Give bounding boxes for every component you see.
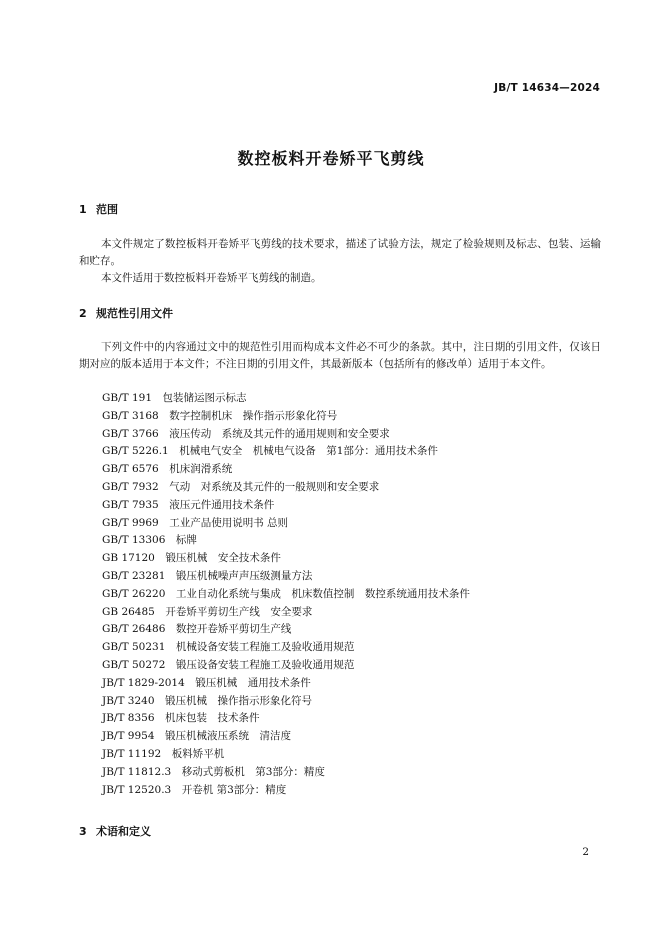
standard-code: JB/T 14634—2024 (494, 82, 600, 94)
reference-item (102, 586, 470, 604)
reference-code: GB/T 3766 (102, 427, 159, 440)
reference-title: 锻压机械 通用技术条件 (195, 676, 311, 689)
reference-item (102, 461, 470, 479)
reference-item (102, 532, 470, 550)
section-1-heading (79, 201, 118, 217)
scope-paragraph-1: 本文件规定了数控板料开卷矫平飞剪线的技术要求，描述了试验方法，规定了检验规则及标志、包装、运输和贮存。 (79, 238, 601, 267)
reference-item (102, 710, 470, 728)
reference-code: GB/T 50272 (102, 658, 166, 671)
reference-item (102, 764, 470, 782)
reference-title: 机械电气安全 机械电气设备 第1部分：通用技术条件 (179, 445, 438, 458)
reference-title: 锻压机械 安全技术条件 (165, 552, 281, 565)
reference-item (102, 497, 470, 515)
reference-code: JB/T 3240 (102, 694, 155, 707)
reference-code: JB/T 9954 (102, 730, 155, 743)
reference-item (102, 693, 470, 711)
section-number: 3 (79, 825, 87, 838)
reference-item (102, 728, 470, 746)
reference-title: 数字控制机床 操作指示形象化符号 (169, 409, 338, 422)
reference-title: 液压元件通用技术条件 (169, 498, 275, 511)
reference-item (102, 621, 470, 639)
reference-code: GB 17120 (102, 552, 155, 565)
reference-title: 锻压机械噪声声压级测量方法 (175, 569, 313, 582)
reference-title: 气动 对系统及其元件的一般规则和安全要求 (169, 480, 380, 493)
reference-title: 机床包装 技术条件 (165, 712, 260, 725)
reference-code: GB/T 7935 (102, 498, 159, 511)
reference-item (102, 639, 470, 657)
reference-code: GB/T 23281 (102, 569, 166, 582)
section-3-heading (79, 823, 151, 839)
scope-paragraph-2: 本文件适用于数控板料开卷矫平飞剪线的制造。 (101, 272, 322, 284)
reference-title: 液压传动 系统及其元件的通用规则和安全要求 (169, 427, 390, 440)
reference-title: 机床润滑系统 (169, 463, 233, 476)
reference-title: 板料矫平机 (171, 747, 225, 760)
reference-code: JB/T 8356 (102, 712, 155, 725)
reference-title: 包装储运图示标志 (162, 392, 247, 404)
reference-code: GB/T 13306 (102, 534, 166, 547)
reference-code: GB/T 5226.1 (102, 445, 169, 458)
reference-item (102, 657, 470, 675)
reference-title: 标牌 (175, 534, 197, 547)
reference-code: JB/T 11192 (102, 747, 162, 760)
section-number: 2 (79, 307, 87, 320)
section-number: 1 (79, 203, 87, 216)
reference-code: GB/T 3168 (102, 409, 159, 422)
reference-title: 锻压设备安装工程施工及验收通用规范 (175, 658, 355, 671)
reference-item (102, 604, 470, 622)
reference-code: GB/T 9969 (102, 516, 159, 529)
reference-item (102, 408, 470, 426)
reference-title: 工业自动化系统与集成 机床数值控制 数控系统通用技术条件 (175, 587, 470, 600)
reference-title: 数控开卷矫平剪切生产线 (175, 623, 292, 636)
references-intro: 下列文件中的内容通过文中的规范性引用而构成本文件必不可少的条款。其中，注日期的引用文件，仅该日期对应的版本适用于本文件；不注日期的引用文件，其最新版本（包括所有的修改单）适用于本文件。 (79, 341, 601, 370)
reference-code: GB/T 50231 (102, 641, 166, 654)
section-title: 范围 (96, 203, 118, 216)
reference-title: 工业产品使用说明书 总则 (169, 516, 289, 529)
reference-item (102, 443, 470, 461)
reference-list (102, 390, 470, 799)
reference-title: 机械设备安装工程施工及验收通用规范 (175, 641, 355, 654)
reference-title: 移动式剪板机 第3部分：精度 (181, 765, 325, 778)
reference-title: 开卷矫平剪切生产线 安全要求 (165, 605, 313, 618)
reference-code: GB/T 26220 (102, 587, 166, 600)
reference-item (102, 390, 470, 408)
reference-title: 开卷机 第3部分：精度 (181, 783, 287, 796)
reference-item (102, 782, 470, 800)
reference-title: 锻压机械液压系统 清洁度 (165, 730, 292, 743)
reference-code: JB/T 12520.3 (102, 783, 172, 796)
section-2-heading (79, 305, 173, 321)
document-title: 数控板料开卷矫平飞剪线 (237, 149, 425, 168)
page-number: 2 (582, 846, 589, 858)
reference-code: JB/T 1829-2014 (102, 676, 185, 689)
reference-item (102, 746, 470, 764)
reference-title: 锻压机械 操作指示形象化符号 (165, 694, 313, 707)
reference-item (102, 426, 470, 444)
reference-code: GB/T 6576 (102, 463, 159, 476)
reference-item (102, 479, 470, 497)
section-title: 术语和定义 (96, 825, 151, 838)
reference-code: GB 26485 (102, 605, 155, 618)
reference-item (102, 550, 470, 568)
reference-code: GB/T 26486 (102, 623, 166, 636)
reference-item (102, 568, 470, 586)
section-title: 规范性引用文件 (96, 307, 173, 320)
reference-code: GB/T 191 (102, 392, 153, 404)
reference-item (102, 675, 470, 693)
reference-item (102, 515, 470, 533)
reference-code: GB/T 7932 (102, 480, 159, 493)
reference-code: JB/T 11812.3 (102, 765, 172, 778)
